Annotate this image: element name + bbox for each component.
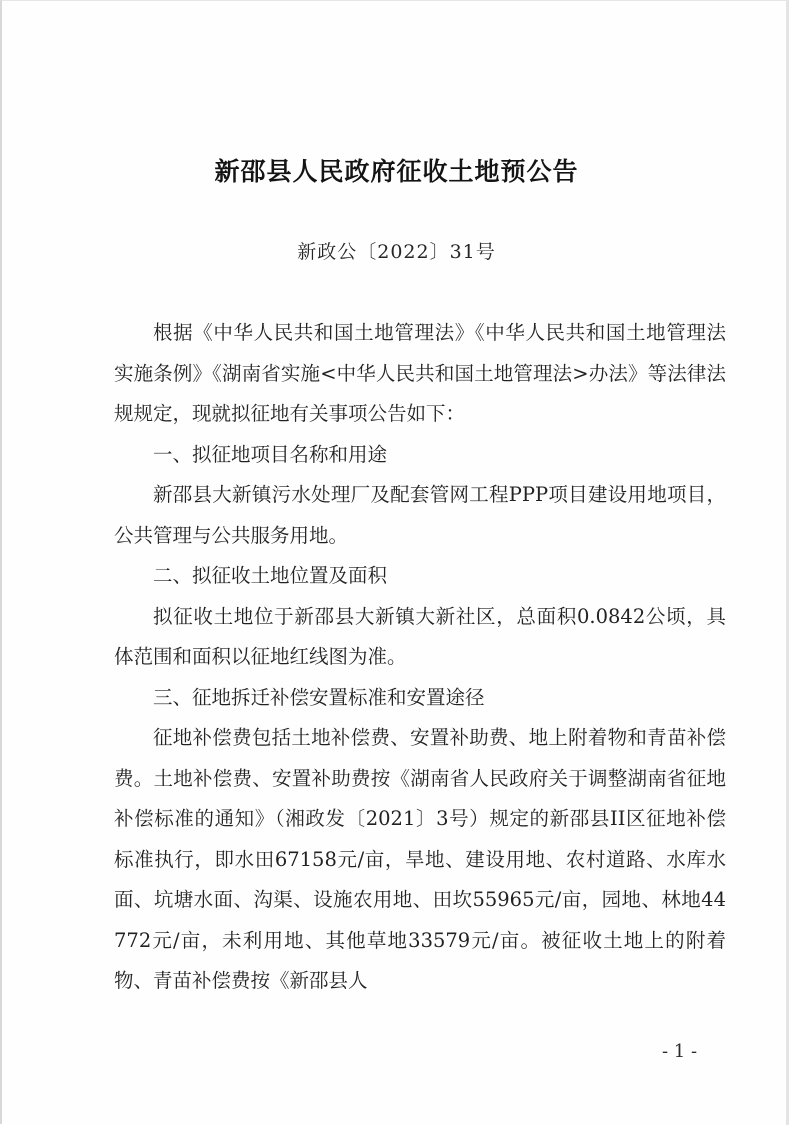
section-heading-2: 二、拟征收土地位置及面积 bbox=[153, 564, 388, 587]
page-title: 新邵县人民政府征收土地预公告 bbox=[214, 157, 579, 186]
section-heading-1: 一、拟征地项目名称和用途 bbox=[153, 442, 388, 466]
paragraph-compensation: 征地补偿费包括土地补偿费、安置补助费、地上附着物和青苗补偿费。土地补偿费、安置补助费按《湖南省人民政府关于调整湖南省征地补偿标准的通知》（湘政发〔2021〕3号）规定的新邵县II区征地补偿标准执行，即水田67158元/亩，旱地、建设用地、农村道路、水库水面、坑塘水面、沟渠、设施农用地、田坎55965元/亩，园地、林地44772元/亩，未利用地、其他草地33579元/亩。被征收土地上的附着物、青苗补偿费按《新邵县人 bbox=[114, 726, 726, 992]
paragraph-land-location: 拟征收土地位于新邵县大新镇大新社区，总面积0.0842公顷，具体范围和面积以征地红线图为准。 bbox=[114, 604, 726, 668]
document-number: 新政公〔2022〕31号 bbox=[297, 241, 496, 263]
section-heading-3: 三、征地拆迁补偿安置标准和安置途径 bbox=[153, 685, 485, 709]
paragraph-project-name: 新邵县大新镇污水处理厂及配套管网工程PPP项目建设用地项目，公共管理与公共服务用地。 bbox=[114, 483, 726, 547]
page-number: - 1 - bbox=[662, 1041, 698, 1062]
document-body bbox=[114, 313, 726, 1002]
paragraph-legal-basis: 根据《中华人民共和国土地管理法》《中华人民共和国土地管理法实施条例》《湖南省实施<中华人民共和国土地管理法>办法》等法律法规规定，现就拟征地有关事项公告如下： bbox=[114, 321, 726, 425]
